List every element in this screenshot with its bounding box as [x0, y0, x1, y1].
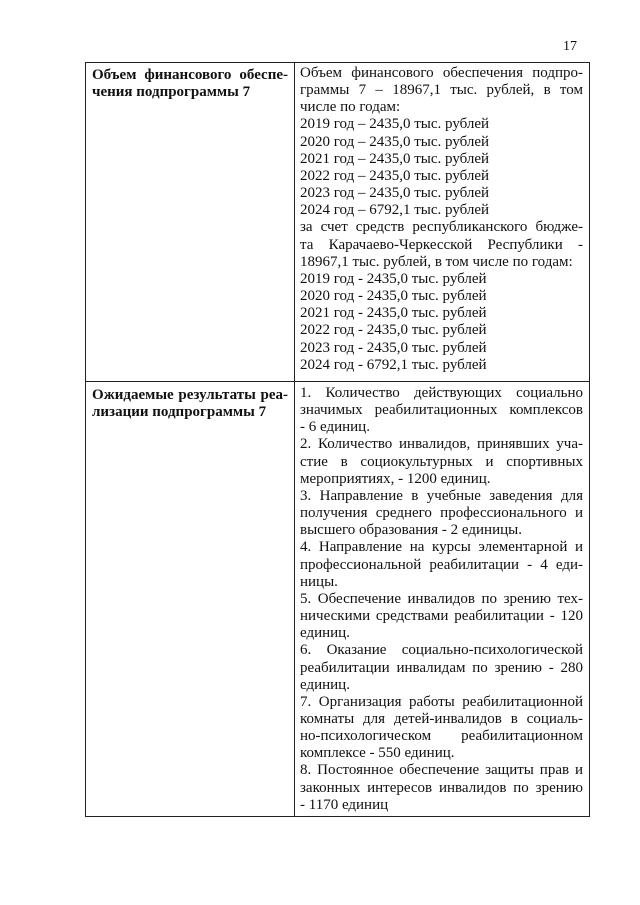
- value-line: 8. Постоянное обеспечение защиты прав и: [300, 762, 583, 779]
- table-row-expected-results: [86, 382, 590, 817]
- value-line: за счет средств республиканского бюдже-: [300, 219, 583, 236]
- table-row-financing: [86, 63, 590, 382]
- value-line: единиц.: [300, 625, 350, 642]
- value-line: единиц.: [300, 676, 350, 693]
- value-line: значимых реабилитационных комплексов: [300, 402, 583, 419]
- value-line: 2019 год - 2435,0 тыс. рублей: [300, 270, 487, 287]
- value-line: стие в социокультурных и спортивных: [300, 453, 583, 470]
- value-line: 2020 год - 2435,0 тыс. рублей: [300, 288, 487, 305]
- value-line: 1. Количество действующих социально: [300, 385, 583, 401]
- row-label-cell: [86, 382, 295, 817]
- value-line: высшего образования - 2 единицы.: [300, 522, 522, 539]
- value-line: - 6 единиц.: [300, 419, 370, 436]
- value-line: 2024 год - 6792,1 тыс. рублей: [300, 356, 487, 373]
- row-label-expected-results: [86, 382, 294, 421]
- label-line: чения подпрограммы 7: [92, 84, 251, 100]
- label-line: лизации подпрограммы 7: [92, 404, 267, 420]
- value-line: граммы 7 – 18967,1 тыс. рублей, в том: [300, 82, 583, 99]
- value-line: 2023 год – 2435,0 тыс. рублей: [300, 185, 490, 202]
- row-label-cell: [86, 63, 295, 382]
- value-line: реабилитации инвалидам по зрению - 280: [300, 659, 583, 676]
- value-line: 2022 год – 2435,0 тыс. рублей: [300, 167, 490, 184]
- value-line: Объем финансового обеспечения подпро-: [300, 65, 583, 81]
- page-number: 17: [563, 39, 577, 54]
- value-line: 2022 год - 2435,0 тыс. рублей: [300, 322, 487, 339]
- value-line: 2021 год – 2435,0 тыс. рублей: [300, 150, 490, 167]
- value-line: 2021 год - 2435,0 тыс. рублей: [300, 305, 487, 322]
- value-line: но-психологическом реабилитационном: [300, 728, 583, 745]
- value-line: 5. Обеспечение инвалидов по зрению тех-: [300, 590, 583, 607]
- value-line: 2020 год – 2435,0 тыс. рублей: [300, 133, 490, 150]
- value-line: 2024 год – 6792,1 тыс. рублей: [300, 202, 490, 219]
- value-line: 2023 год - 2435,0 тыс. рублей: [300, 339, 487, 356]
- value-line: ницы.: [300, 573, 338, 590]
- row-label-financing: [86, 63, 294, 101]
- expected-results-list: [295, 382, 589, 816]
- value-line: законных интересов инвалидов по зрению: [300, 779, 583, 796]
- value-line: числе по годам:: [300, 99, 401, 116]
- value-line: 7. Организация работы реабилитационной: [300, 693, 583, 710]
- value-line: - 1170 единиц: [300, 796, 389, 813]
- value-line: 6. Оказание социально-психологической: [300, 642, 583, 659]
- subprogram-passport-table: [85, 62, 590, 817]
- value-line: 2019 год – 2435,0 тыс. рублей: [300, 116, 490, 133]
- label-line: Ожидаемые результаты реа-: [92, 387, 288, 403]
- row-value-cell: [295, 382, 590, 817]
- value-line: комнаты для детей-инвалидов в социаль-: [300, 710, 583, 727]
- financing-details: [295, 63, 589, 376]
- value-line: та Карачаево-Черкесской Республики -: [300, 236, 583, 253]
- value-line: 4. Направление на курсы элементарной и: [300, 539, 583, 556]
- value-line: 2. Количество инвалидов, принявших уча-: [300, 436, 583, 453]
- row-value-cell: [295, 63, 590, 382]
- label-line: Объем финансового обеспе-: [92, 67, 288, 83]
- value-line: 18967,1 тыс. рублей, в том числе по годам:: [300, 253, 573, 270]
- value-line: профессиональной реабилитации - 4 еди-: [300, 556, 583, 573]
- value-line: ническими средствами реабилитации - 120: [300, 608, 583, 625]
- value-line: мероприятиях, - 1200 единиц.: [300, 470, 491, 487]
- value-line: комплексе - 550 единиц.: [300, 745, 455, 762]
- value-line: получения среднего профессионального и: [300, 505, 583, 522]
- value-line: 3. Направление в учебные заведения для: [300, 487, 583, 504]
